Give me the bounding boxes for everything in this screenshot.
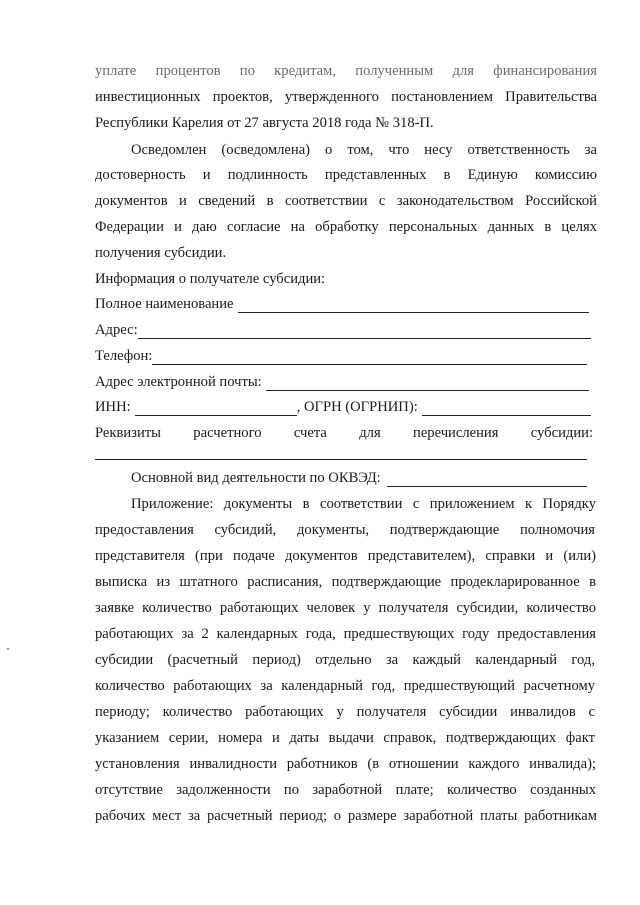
attachment-line-2: предоставления субсидий, документы, подтверждающие полномочия	[95, 522, 595, 538]
email-field[interactable]	[95, 373, 589, 391]
phone-blank[interactable]	[152, 351, 587, 365]
paragraph-continuation-line-2: инвестиционных проектов, утвержденного постановлением Правительства	[95, 89, 597, 105]
attachment-line-7: субсидии (расчетный период) отдельно за каждый календарный год,	[95, 652, 595, 668]
phone-label: Телефон:	[95, 348, 153, 364]
recipient-info-heading: Информация о получателе субсидии:	[95, 271, 326, 287]
attachment-line-10: указанием серии, номера и даты выдачи справок, подтверждающих факт	[95, 730, 595, 746]
address-label: Адрес:	[95, 322, 138, 338]
attachment-line-8: количество работающих за календарный год, предшествующий расчетному	[95, 678, 595, 694]
inn-blank[interactable]	[135, 402, 297, 416]
bank-account-blank[interactable]	[95, 458, 587, 460]
address-blank[interactable]	[138, 325, 591, 339]
acknowledgement-line-3: документов и сведений в соответствии с законодательством Российской	[95, 193, 597, 209]
full-name-blank[interactable]	[238, 299, 589, 313]
email-blank[interactable]	[266, 377, 589, 391]
okved-blank[interactable]	[387, 473, 587, 487]
acknowledgement-line-5: получения субсидии.	[95, 245, 227, 261]
attachment-line-13: рабочих мест за расчетный период; о размере заработной платы работникам	[95, 808, 597, 824]
acknowledgement-line-2: достоверность и подлинность представленных в Единую комиссию	[95, 167, 597, 183]
attachment-line-5: заявке количество работающих человек у получателя субсидии, количество	[95, 600, 596, 616]
attachment-line-4: выписка из штатного расписания, подтверждающие продекларированное в	[95, 574, 596, 590]
full-name-label: Полное наименование	[95, 296, 234, 312]
bank-account-label: Реквизиты расчетного счета для перечисления субсидии:	[95, 425, 593, 441]
attachment-line-3: представителя (при подаче документов представителем), справки и (или)	[95, 548, 596, 564]
address-field[interactable]	[95, 321, 591, 339]
acknowledgement-line-4: Федерации и даю согласие на обработку персональных данных в целях	[95, 219, 597, 235]
ogrn-blank[interactable]	[422, 402, 591, 416]
full-name-field[interactable]	[95, 295, 589, 313]
attachment-line-1: Приложение: документы в соответствии с приложением к Порядку	[131, 496, 596, 512]
okved-field[interactable]	[131, 469, 587, 487]
phone-field[interactable]	[95, 347, 587, 365]
attachment-line-11: установления инвалидности работников (в отношении каждого инвалида);	[95, 756, 596, 772]
inn-label: ИНН:	[95, 399, 131, 415]
attachment-line-9: периоду; количество работающих у получателя субсидии инвалидов с	[95, 704, 595, 720]
scan-speck	[7, 648, 9, 650]
paragraph-continuation-line-3: Республики Карелия от 27 августа 2018 года № 318-П.	[95, 115, 434, 131]
paragraph-continuation-line-1: уплате процентов по кредитам, полученным для финансирования	[95, 63, 597, 79]
attachment-line-12: отсутствие задолженности по заработной плате; количество созданных	[95, 782, 596, 798]
ogrn-label: , ОГРН (ОГРНИП):	[296, 399, 418, 415]
inn-ogrn-field	[95, 398, 591, 416]
attachment-line-6: работающих за 2 календарных года, предшествующих году предоставления	[95, 626, 596, 642]
okved-label: Основной вид деятельности по ОКВЭД:	[131, 470, 381, 486]
acknowledgement-line-1: Осведомлен (осведомлена) о том, что несу ответственность за	[131, 142, 597, 158]
email-label: Адрес электронной почты:	[95, 374, 262, 390]
